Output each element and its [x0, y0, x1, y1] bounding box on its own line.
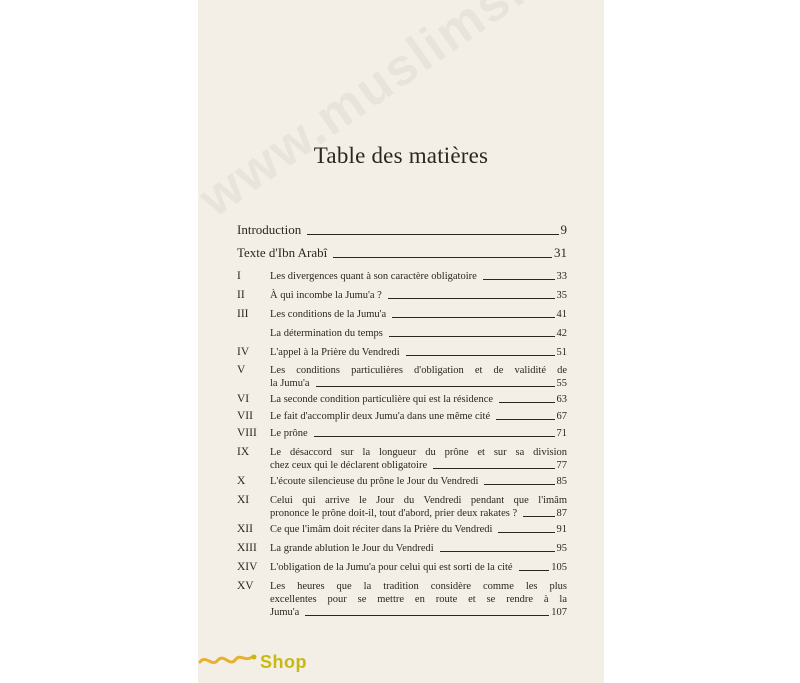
toc-chapter-row	[237, 580, 567, 619]
toc-entry-text: Le fait d'accomplir deux Jumu'a dans une même cité	[270, 411, 491, 422]
table-of-contents	[237, 222, 567, 619]
chapter-number: I	[237, 270, 241, 282]
leader-line	[307, 234, 558, 235]
chapter-number: VII	[237, 410, 253, 422]
chapter-number: X	[237, 475, 246, 487]
toc-entry-text: Les divergences quant à son caractère obligatoire	[270, 271, 477, 282]
toc-page-number: 33	[556, 271, 567, 282]
toc-page-number: 105	[551, 562, 567, 573]
leader-line	[389, 336, 555, 337]
page-title: Table des matières	[313, 143, 489, 168]
toc-entry-text: La grande ablution le Jour du Vendredi	[270, 543, 434, 554]
chapter-number: VIII	[237, 427, 257, 439]
leader-line	[388, 298, 555, 299]
toc-chapter-row	[237, 289, 567, 302]
toc-entry-line: Jumu'a	[270, 607, 300, 618]
toc-page-number: 63	[556, 394, 567, 405]
shop-logo-text: Shop	[260, 652, 307, 672]
toc-chapter-row	[237, 270, 567, 283]
toc-entry-text: Introduction	[237, 222, 302, 237]
toc-page-number: 31	[554, 245, 567, 260]
toc-entry-text: L'obligation de la Jumu'a pour celui qui est sorti de la cité	[270, 562, 513, 573]
chapter-number: XIV	[237, 561, 258, 573]
chapter-number	[237, 327, 270, 340]
toc-chapter-row	[237, 523, 567, 536]
chapter-number: IX	[237, 446, 250, 458]
chapter-number: XV	[237, 580, 254, 592]
toc-entry-introduction	[237, 222, 567, 238]
toc-page-number: 95	[556, 543, 567, 554]
toc-entry-text: L'écoute silencieuse du prône le Jour du Vendredi	[270, 476, 479, 487]
leader-line	[484, 484, 554, 485]
toc-entry-line: excellentes pour se mettre en route et se rendre à la	[270, 594, 567, 605]
leader-line	[496, 419, 554, 420]
toc-chapter-row	[237, 561, 567, 574]
toc-page-number: 35	[556, 290, 567, 301]
toc-entry-text: Ce que l'imâm doit réciter dans la Prière du Vendredi	[270, 524, 493, 535]
toc-page-number: 9	[560, 222, 567, 237]
leader-line	[433, 468, 554, 469]
toc-entry-line: Le désaccord sur la longueur du prône et sur sa division	[270, 447, 567, 458]
leader-line	[333, 257, 552, 258]
toc-chapter-row	[237, 364, 567, 390]
toc-chapter-row	[237, 475, 567, 488]
leader-line	[314, 436, 555, 437]
toc-chapter-row	[237, 346, 567, 359]
toc-page-number: 51	[556, 347, 567, 358]
leader-line	[440, 551, 555, 552]
toc-page-number: 67	[556, 411, 567, 422]
chapter-number: IV	[237, 346, 250, 358]
chapter-number: XII	[237, 523, 253, 535]
toc-chapter-row	[237, 427, 567, 440]
toc-entry-text: Le prône	[270, 428, 308, 439]
toc-chapter-row	[237, 410, 567, 423]
toc-entry-line: Les heures que la tradition considère comme les plus	[270, 581, 567, 592]
toc-chapter-row	[237, 494, 567, 520]
toc-page-number: 71	[556, 428, 567, 439]
toc-entry-text: Les conditions de la Jumu'a	[270, 309, 387, 320]
toc-entry-text: À qui incombe la Jumu'a ?	[270, 290, 382, 301]
chapter-number: III	[237, 308, 249, 320]
toc-page-number: 41	[556, 309, 567, 320]
leader-line	[406, 355, 555, 356]
leader-line	[498, 532, 554, 533]
toc-chapter-row	[237, 542, 567, 555]
chapter-number: II	[237, 289, 245, 301]
toc-page-number: 77	[556, 460, 567, 471]
toc-page-number: 87	[556, 508, 567, 519]
leader-line	[519, 570, 550, 571]
toc-chapter-row	[237, 308, 567, 321]
toc-page-number: 55	[556, 378, 567, 389]
toc-entry-line: la Jumu'a	[270, 378, 310, 389]
leader-line	[483, 279, 555, 280]
toc-entry-line: chez ceux qui le déclarent obligatoire	[270, 460, 428, 471]
toc-entry-line: Les conditions particulières d'obligation et de validité de	[270, 365, 567, 376]
leader-line	[316, 386, 555, 387]
toc-chapter-row	[237, 446, 567, 472]
toc-entry-text: L'appel à la Prière du Vendredi	[270, 347, 400, 358]
leader-line	[523, 516, 554, 517]
toc-entry-line: prononce le prône doit-il, tout d'abord, prier deux rakates ?	[270, 508, 518, 519]
leader-line	[305, 615, 549, 616]
chapter-number: XIII	[237, 542, 257, 554]
toc-page-number: 107	[551, 607, 567, 618]
chapter-number: VI	[237, 393, 250, 405]
leader-line	[499, 402, 554, 403]
toc-page-number: 91	[556, 524, 567, 535]
toc-entry-texte	[237, 245, 567, 261]
leader-line	[392, 317, 554, 318]
toc-page-number: 42	[556, 328, 567, 339]
toc-page-number: 85	[556, 476, 567, 487]
toc-entry-line: Celui qui arrive le Jour du Vendredi pendant que l'imâm	[270, 495, 567, 506]
toc-chapter-row	[237, 327, 567, 340]
toc-entry-text: La détermination du temps	[270, 328, 383, 339]
chapter-number: XI	[237, 494, 250, 506]
chapter-list	[237, 270, 567, 619]
toc-entry-text: La seconde condition particulière qui est la résidence	[270, 394, 494, 405]
chapter-number: V	[237, 364, 246, 376]
toc-entry-text: Texte d'Ibn Arabî	[237, 245, 328, 260]
toc-chapter-row	[237, 393, 567, 406]
